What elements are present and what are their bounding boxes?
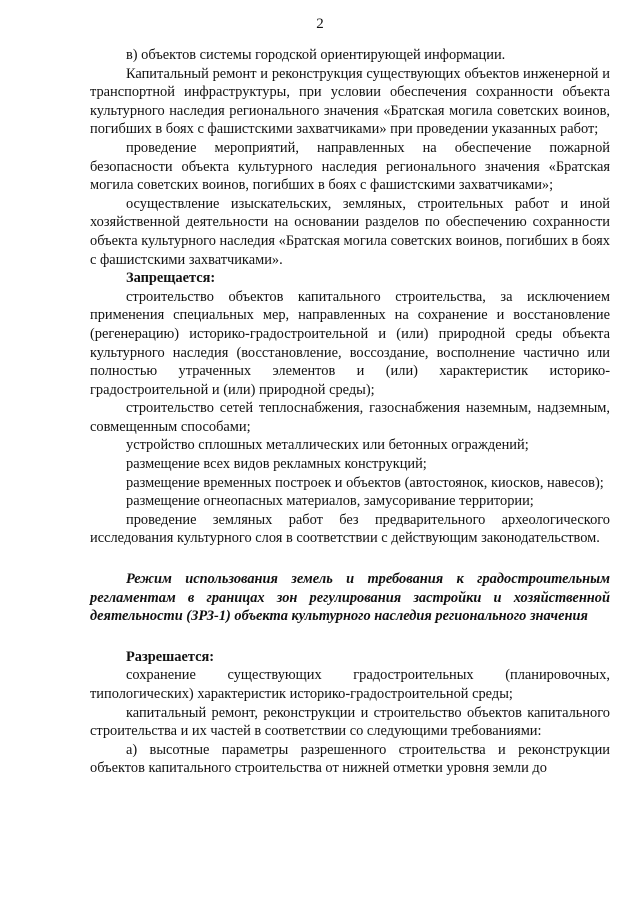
prohibited-heading: Запрещается:	[126, 270, 216, 287]
allowed-item: капитальный ремонт, реконструкции и строительство объектов капитального строительства и их частей в соответствии со следующими требованиями:	[90, 704, 610, 740]
page-number: 2	[316, 16, 324, 32]
section-title: Режим использования земель и требования к градостроительным регламентам в границах зон регулирования застройки и хозяйственной деятельности (ЗРЗ-1) объекта культурного наследия регионального значения	[90, 571, 610, 625]
prohibited-item: устройство сплошных металлических или бетонных ограждений;	[126, 437, 529, 454]
paragraph-capital-repair: Капитальный ремонт и реконструкция существующих объектов инженерной и транспортной инфраструктуры, при условии обеспечения сохранности объекта культурного наследия регионального значения «Братская могила советских воинов, погибших в боях с фашистскими захватчиками» при проведении указанных работ;	[90, 65, 610, 138]
paragraph-survey-works: осуществление изыскательских, земляных, строительных работ и иной хозяйственной деятельности на основании разделов по обеспечению сохранности объекта культурного наследия «Братская могила советских воинов, погибших в боях с фашистскими захватчиками».	[90, 195, 610, 268]
allowed-item: сохранение существующих градостроительных (планировочных, типологических) характеристик историко-градостроительной среды;	[90, 667, 610, 702]
allowed-heading: Разрешается:	[126, 648, 215, 665]
allowed-item: а) высотные параметры разрешенного строительства и реконструкции объектов капитального строительства от нижней отметки уровня земли до	[90, 741, 610, 777]
prohibited-item: строительство объектов капитального строительства, за исключением применения специальных мер, направленных на сохранение и восстановление (регенерацию) историко-градостроительной и (или) природной среды объекта культурного наследия (восстановление, воссоздание, восполнение частично или полностью утраченных элементов и (или) характеристик историко-градостроительной и (или) природной среды);	[90, 288, 610, 398]
paragraph-fire-safety: проведение мероприятий, направленных на обеспечение пожарной безопасности объекта культурного наследия регионального значения «Братская могила советских воинов, погибших в боях с фашистскими захватчиками»;	[90, 139, 610, 194]
prohibited-item: строительство сетей теплоснабжения, газоснабжения наземным, надземным, совмещенным способами;	[90, 400, 610, 435]
document-body	[90, 46, 610, 778]
prohibited-item: размещение огнеопасных материалов, замусоривание территории;	[126, 493, 534, 510]
prohibited-item: размещение всех видов рекламных конструкций;	[126, 456, 427, 473]
prohibited-item: проведение земляных работ без предварительного археологического исследования культурного слоя в соответствии с действующим законодательством.	[90, 511, 610, 547]
paragraph-item-v: в) объектов системы городской ориентирующей информации.	[126, 47, 506, 63]
prohibited-item: размещение временных построек и объектов (автостоянок, киосков, навесов);	[126, 474, 604, 491]
